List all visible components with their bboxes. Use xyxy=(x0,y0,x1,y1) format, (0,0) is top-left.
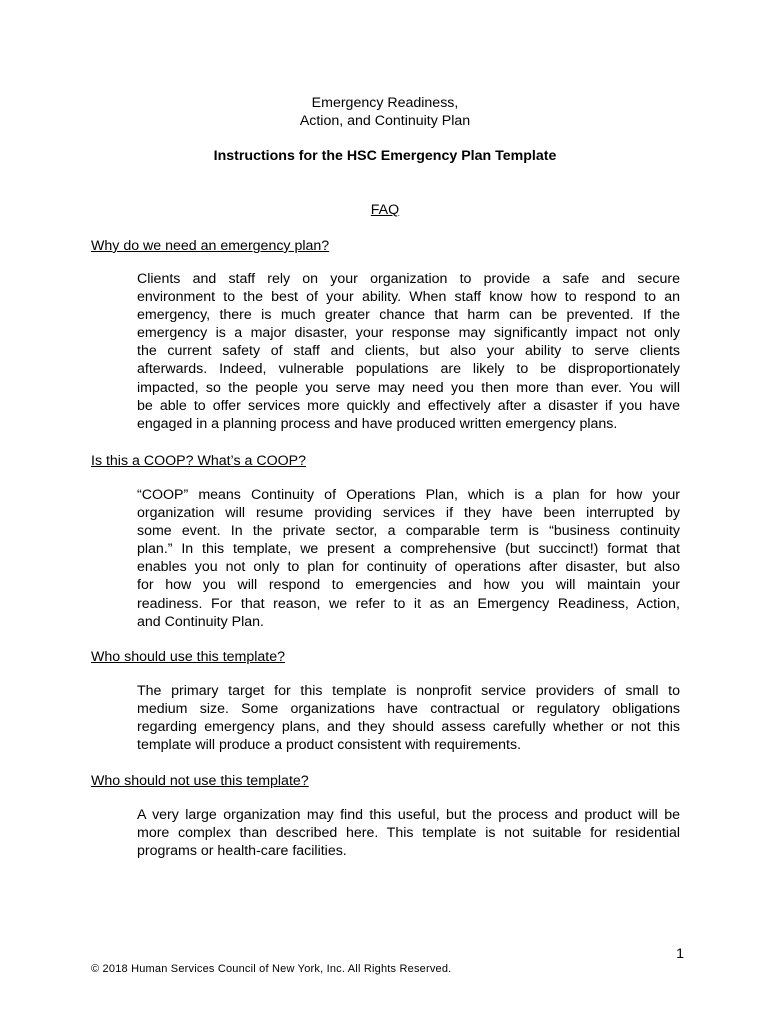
answer-line: be able to offer services more quickly and effectively after a disaster if you have xyxy=(137,397,680,414)
faq-answer-4 xyxy=(137,806,680,860)
answer-line: emergency is a major disaster, your response may significantly impact not only xyxy=(137,325,680,342)
answer-line: engaged in a planning process and have produced written emergency plans. xyxy=(137,415,618,432)
page-number: 1 xyxy=(676,946,684,962)
faq-answer-1 xyxy=(137,270,680,433)
answer-line: enables you not only to plan for continuity of operations after disaster, but also xyxy=(137,559,680,576)
answer-line: template will produce a product consistent with requirements. xyxy=(137,737,522,754)
answer-line: The primary target for this template is nonprofit service providers of small to xyxy=(137,683,680,699)
faq-question-1: Why do we need an emergency plan? xyxy=(91,238,330,254)
answer-line: regarding emergency plans, and they should assess carefully whether or not this xyxy=(137,719,680,736)
faq-heading: FAQ xyxy=(370,202,400,218)
answer-line: for how you will respond to emergencies and how you will maintain your xyxy=(137,577,680,594)
answer-line: readiness. For that reason, we refer to it as an Emergency Readiness, Action, xyxy=(137,595,680,612)
answer-line: some event. In the private sector, a comparable term is “business continuity xyxy=(137,523,680,540)
answer-line: afterwards. Indeed, vulnerable populations are likely to be disproportionately xyxy=(137,361,680,378)
answer-line: impacted, so the people you serve may need you then more than ever. You will xyxy=(137,379,680,396)
answer-line: organization will resume providing services if they have been interrupted by xyxy=(137,505,680,522)
answer-line: emergency, there is much greater chance that harm can be prevented. If the xyxy=(137,307,680,324)
answer-line: environment to the best of your ability. When staff know how to respond to an xyxy=(137,289,680,306)
copyright-footer: © 2018 Human Services Council of New York, Inc. All Rights Reserved. xyxy=(91,963,452,975)
document-title-line-2: Action, and Continuity Plan xyxy=(299,113,471,129)
document-title-line-1: Emergency Readiness, xyxy=(311,95,459,111)
answer-line: more complex than described here. This template is not suitable for residential xyxy=(137,825,680,842)
faq-question-3: Who should use this template? xyxy=(91,649,286,665)
answer-line: plan.” In this template, we present a comprehensive (but succinct!) format that xyxy=(137,541,680,558)
answer-line: medium size. Some organizations have contractual or regulatory obligations xyxy=(137,701,680,718)
answer-line: the current safety of staff and clients, but also your ability to serve clients xyxy=(137,343,680,360)
answer-line: A very large organization may find this useful, but the process and product will be xyxy=(137,807,680,823)
answer-line: programs or health-care facilities. xyxy=(137,843,347,860)
faq-answer-3 xyxy=(137,682,680,754)
faq-answer-2 xyxy=(137,486,680,631)
faq-question-4: Who should not use this template? xyxy=(91,773,309,789)
answer-line: and Continuity Plan. xyxy=(137,613,264,630)
answer-line: “COOP” means Continuity of Operations Plan, which is a plan for how your xyxy=(137,487,680,503)
document-subtitle: Instructions for the HSC Emergency Plan Template xyxy=(213,148,557,164)
faq-question-2: Is this a COOP? What’s a COOP? xyxy=(91,453,306,469)
answer-line: Clients and staff rely on your organization to provide a safe and secure xyxy=(137,271,680,287)
